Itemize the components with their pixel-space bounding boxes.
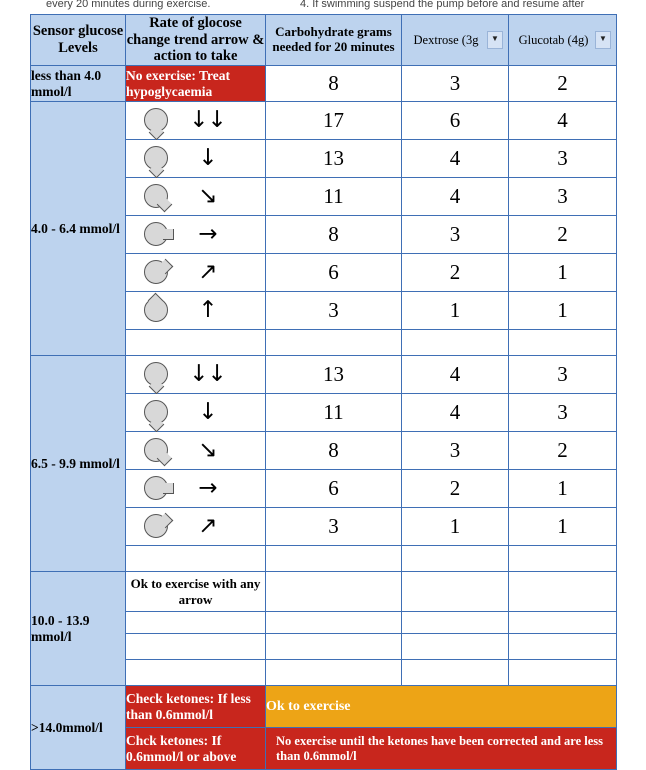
dextrose-cell: 1 <box>402 292 509 330</box>
trend-arrow-cell <box>126 178 266 216</box>
blank-cell <box>126 612 266 634</box>
pump-up-right-icon <box>144 260 170 286</box>
glucotab-cell: 2 <box>509 66 617 102</box>
action-cell-no-exercise: No exercise: Treat hypoglycaemia <box>126 66 266 102</box>
trend-arrow-cell <box>126 508 266 546</box>
result-cell-no-exercise: No exercise until the ketones have been corrected and are less than 0.6mmol/l <box>266 728 617 770</box>
header-glucotab[interactable] <box>509 15 617 66</box>
trend-arrow-glyph: ↘ <box>198 183 217 210</box>
level-cell: 4.0 - 6.4 mmol/l <box>31 102 126 356</box>
exercise-carbohydrate-table <box>30 14 617 770</box>
glucotab-cell: 4 <box>509 102 617 140</box>
header-trend-arrow: Rate of glocose change trend arrow & action to take <box>126 15 265 65</box>
level-cell: 10.0 - 13.9 mmol/l <box>31 572 126 686</box>
trend-arrow-cell <box>126 470 266 508</box>
trend-arrow-cell <box>126 356 266 394</box>
dextrose-cell: 1 <box>402 508 509 546</box>
blank-cell <box>402 330 509 356</box>
table-row <box>31 356 617 394</box>
blank-cell <box>402 572 509 612</box>
carbs-cell: 13 <box>266 356 402 394</box>
blank-cell <box>402 634 509 660</box>
pump-down-right-icon <box>144 184 170 210</box>
action-cell-check-ketones-less: Check ketones: If less than 0.6mmol/l <box>126 686 266 728</box>
glucotab-cell: 3 <box>509 394 617 432</box>
dextrose-cell: 4 <box>402 394 509 432</box>
blank-cell <box>126 660 266 686</box>
table-row <box>31 102 617 140</box>
chevron-down-icon[interactable]: ▼ <box>595 31 611 49</box>
blank-cell <box>266 546 402 572</box>
header-dextrose-label: Dextrose (3g <box>413 32 479 47</box>
trend-arrow-glyph: ↘ <box>198 437 217 464</box>
pump-up-right-icon <box>144 514 170 540</box>
glucotab-cell: 3 <box>509 178 617 216</box>
glucotab-cell: 1 <box>509 470 617 508</box>
blank-cell <box>126 546 266 572</box>
blank-cell <box>509 660 617 686</box>
carbs-cell: 17 <box>266 102 402 140</box>
blank-cell <box>266 634 402 660</box>
action-cell-check-ketones-above: Chck ketones: If 0.6mmol/l or above <box>126 728 266 770</box>
table-row-ketones-low <box>31 686 617 728</box>
table-header-row <box>31 15 617 66</box>
blank-cell <box>266 572 402 612</box>
trend-arrow-glyph: ↓↓ <box>189 107 226 134</box>
blank-cell <box>402 612 509 634</box>
trend-arrow-glyph: ↗ <box>198 259 217 286</box>
glucotab-cell: 3 <box>509 356 617 394</box>
carbs-cell: 3 <box>266 508 402 546</box>
dextrose-cell: 4 <box>402 140 509 178</box>
trend-arrow-glyph: ↗ <box>198 513 217 540</box>
glucotab-cell: 2 <box>509 216 617 254</box>
carbs-cell: 13 <box>266 140 402 178</box>
trend-arrow-glyph: → <box>198 221 217 248</box>
trend-arrow-glyph: ↓↓ <box>189 361 226 388</box>
dextrose-cell: 3 <box>402 432 509 470</box>
dextrose-cell: 3 <box>402 66 509 102</box>
pump-down-right-icon <box>144 438 170 464</box>
level-cell: 6.5 - 9.9 mmol/l <box>31 356 126 572</box>
blank-cell <box>402 546 509 572</box>
blank-cell <box>509 634 617 660</box>
pump-down-double-icon <box>144 362 170 388</box>
dextrose-cell: 2 <box>402 254 509 292</box>
carbs-cell: 11 <box>266 178 402 216</box>
carbs-cell: 6 <box>266 254 402 292</box>
note-cell-ok-to-exercise: Ok to exercise with any arrow <box>126 572 266 612</box>
trend-arrow-glyph: → <box>198 475 217 502</box>
trend-arrow-cell <box>126 140 266 178</box>
glucotab-cell: 1 <box>509 254 617 292</box>
blank-cell <box>509 612 617 634</box>
dextrose-cell: 3 <box>402 216 509 254</box>
carbs-cell: 8 <box>266 66 402 102</box>
blank-cell <box>126 330 266 356</box>
pump-up-icon <box>144 298 170 324</box>
result-cell-ok-to-exercise: Ok to exercise <box>266 686 617 728</box>
blank-cell <box>266 612 402 634</box>
trend-arrow-cell <box>126 394 266 432</box>
trend-arrow-cell <box>126 216 266 254</box>
trend-arrow-cell <box>126 432 266 470</box>
top-note-left: every 20 minutes during exercise. <box>46 0 211 10</box>
glucotab-cell: 1 <box>509 508 617 546</box>
glucotab-cell: 3 <box>509 140 617 178</box>
carbs-cell: 8 <box>266 432 402 470</box>
blank-cell <box>266 330 402 356</box>
trend-arrow-glyph: ↓ <box>198 145 217 172</box>
pump-right-icon <box>144 222 170 248</box>
carbs-cell: 11 <box>266 394 402 432</box>
dextrose-cell: 6 <box>402 102 509 140</box>
dextrose-cell: 4 <box>402 178 509 216</box>
trend-arrow-cell <box>126 254 266 292</box>
blank-cell <box>402 660 509 686</box>
header-sensor-glucose-levels: Sensor glucose Levels <box>31 15 126 66</box>
pump-down-icon <box>144 400 170 426</box>
carbs-cell: 3 <box>266 292 402 330</box>
blank-cell <box>509 572 617 612</box>
trend-arrow-cell <box>126 102 266 140</box>
header-glucotab-label: Glucotab (4g) <box>518 32 589 47</box>
trend-arrow-glyph: ↑ <box>198 297 217 324</box>
blank-cell <box>509 330 617 356</box>
chevron-down-icon[interactable]: ▼ <box>487 31 503 49</box>
table-row <box>31 572 617 612</box>
table-row-hypo <box>31 66 617 102</box>
carbs-cell: 6 <box>266 470 402 508</box>
dextrose-cell: 2 <box>402 470 509 508</box>
trend-arrow-glyph: ↓ <box>198 399 217 426</box>
dextrose-cell: 4 <box>402 356 509 394</box>
blank-cell <box>266 660 402 686</box>
blank-cell <box>509 546 617 572</box>
carbs-cell: 8 <box>266 216 402 254</box>
header-carbohydrate-grams: Carbohydrate grams needed for 20 minutes <box>266 15 402 66</box>
top-note-right: 4. If swimming suspend the pump before and resume after <box>300 0 585 10</box>
level-cell: >14.0mmol/l <box>31 686 126 770</box>
pump-right-icon <box>144 476 170 502</box>
trend-arrow-cell <box>126 292 266 330</box>
pump-down-icon <box>144 146 170 172</box>
glucotab-cell: 1 <box>509 292 617 330</box>
level-cell: less than 4.0 mmol/l <box>31 66 126 102</box>
glucotab-cell: 2 <box>509 432 617 470</box>
blank-cell <box>126 634 266 660</box>
top-note <box>0 0 646 12</box>
pump-down-double-icon <box>144 108 170 134</box>
header-dextrose[interactable] <box>402 15 509 66</box>
